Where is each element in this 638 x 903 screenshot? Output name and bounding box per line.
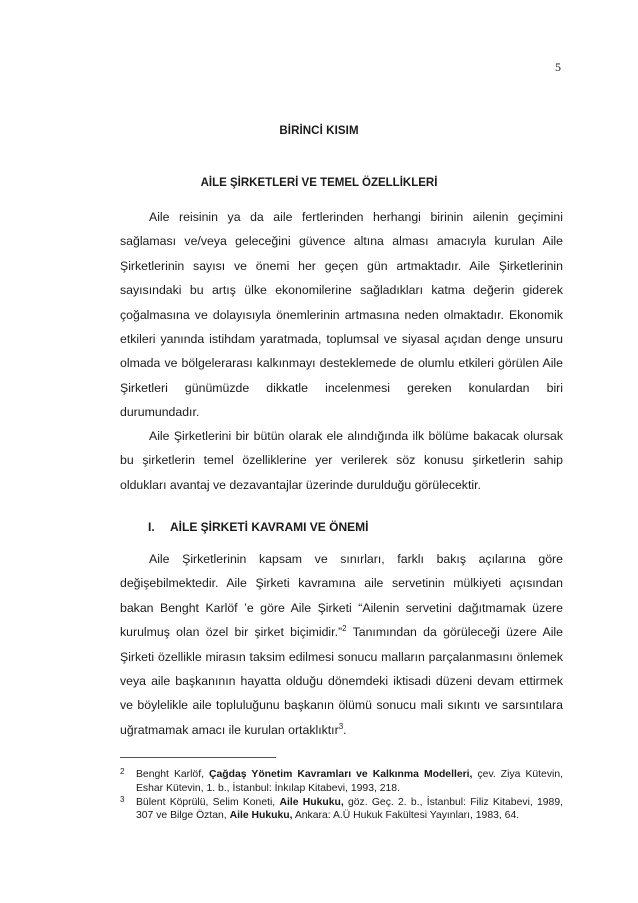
footnote-mark: 3 — [120, 794, 125, 804]
footnote-ref-3: 3 — [338, 721, 344, 731]
paragraph-1-text: Aile reisinin ya da aile fertlerinden herhangi birinin ailenin geçimini sağlaması ve/veya geleceğini güvence altına alması amacıyla kurulan Aile Şirketlerinin sayısı ve önemi her geçen gün artmaktadır. Aile Şirketlerinin sayısındaki bu artış ülke ekonomilerine sağladıkları katma değerin giderek çoğalmasına ve dolayısıyla önemlerinin artmasına neden olmaktadır. Ekonomik etkileri yanında istihdam yaratmada, toplumsal ve siyasal açıdan denge unsuru olmada ve bölgelerarası kalkınmayı desteklemede de olumlu etkileri görülen Aile Şirketleri günümüzde dikkatle incelenmesi gereken konulardan biri durumundadır. — [120, 210, 563, 420]
footnote-text: Ankara: A.Ü Hukuk Fakültesi Yayınları, 1983, 64. — [292, 810, 520, 822]
paragraph-3-text — [120, 547, 563, 742]
footnote-3 — [120, 796, 563, 824]
footnote-book-title: Çağdaş Yönetim Kavramları ve Kalkınma Modelleri, — [209, 769, 473, 780]
section-title: AİLE ŞİRKETİ KAVRAMI VE ÖNEMİ — [170, 520, 369, 534]
footnote-2 — [120, 768, 563, 796]
footnote-divider — [120, 757, 276, 758]
paragraph-3-part-2: Tanımından da görüleceği üzere Aile Şirketi özellikle mirasın taksim edilmesi sonucu malların parçalanmasını önlemek veya aile başkanının hayatta olduğu dönemdeki iktisadi düzeni devam ettirmek ve böylelikle aile topluluğunu başkanın ölümü sonucu mali sıkıntı ve sarsıntılara uğratmamak amacı ile kurulan ortaklıktır — [120, 625, 564, 737]
paragraph-3-part-3: . — [343, 722, 347, 737]
paragraph-3-part-1: Aile Şirketlerinin kapsam ve sınırları, farklı bakış açılarına göre değişebilmektedir. Aile Şirketi kavramına aile servetinin mülkiyeti açısından bakan Benght Karlöf ’e göre Aile Şirketi “Ailenin servetini dağıtmamak üzere kurulmuş olan özel bir şirket biçimidir.” — [120, 552, 563, 640]
section-number: I. — [148, 520, 155, 534]
footnote-text: Bülent Köprülü, Selim Koneti, — [136, 796, 280, 808]
chapter-title: AİLE ŞİRKETLERİ VE TEMEL ÖZELLİKLERİ — [200, 177, 438, 189]
footnote-book-title: Aile Hukuku, — [229, 810, 293, 822]
footnote-text: Benght Karlöf, — [136, 769, 210, 780]
footnote-mark: 2 — [120, 767, 125, 776]
paragraph-2 — [120, 424, 563, 497]
footnotes — [120, 768, 563, 823]
part-title: BİRİNCİ KISIM — [279, 125, 359, 137]
footnote-book-title: Aile Hukuku, — [279, 796, 344, 808]
footnote-text: göz. Geç. 2. b., İstanbul: Filiz Kitabevi, 1989, 307 ve Bilge Öztan, — [136, 796, 563, 822]
section-heading — [148, 520, 368, 534]
page-number: 5 — [555, 60, 561, 74]
paragraph-1 — [120, 205, 563, 425]
footnote-text: çev. Ziya Kütevin, Eshar Kütevin, 1. b., İstanbul: İnkılap Kitabevi, 1993, 218. — [136, 769, 563, 794]
footnote-ref-2: 2 — [342, 624, 347, 634]
paragraph-3 — [120, 547, 563, 742]
paragraph-2-text: Aile Şirketlerini bir bütün olarak ele alındığında ilk bölüme bakacak olursak bu şirketlerin temel özelliklerine yer verilerek söz konusu şirketlerin sahip oldukları avantaj ve dezavantajlar üzerinde durulduğu görülecektir. — [120, 429, 563, 492]
